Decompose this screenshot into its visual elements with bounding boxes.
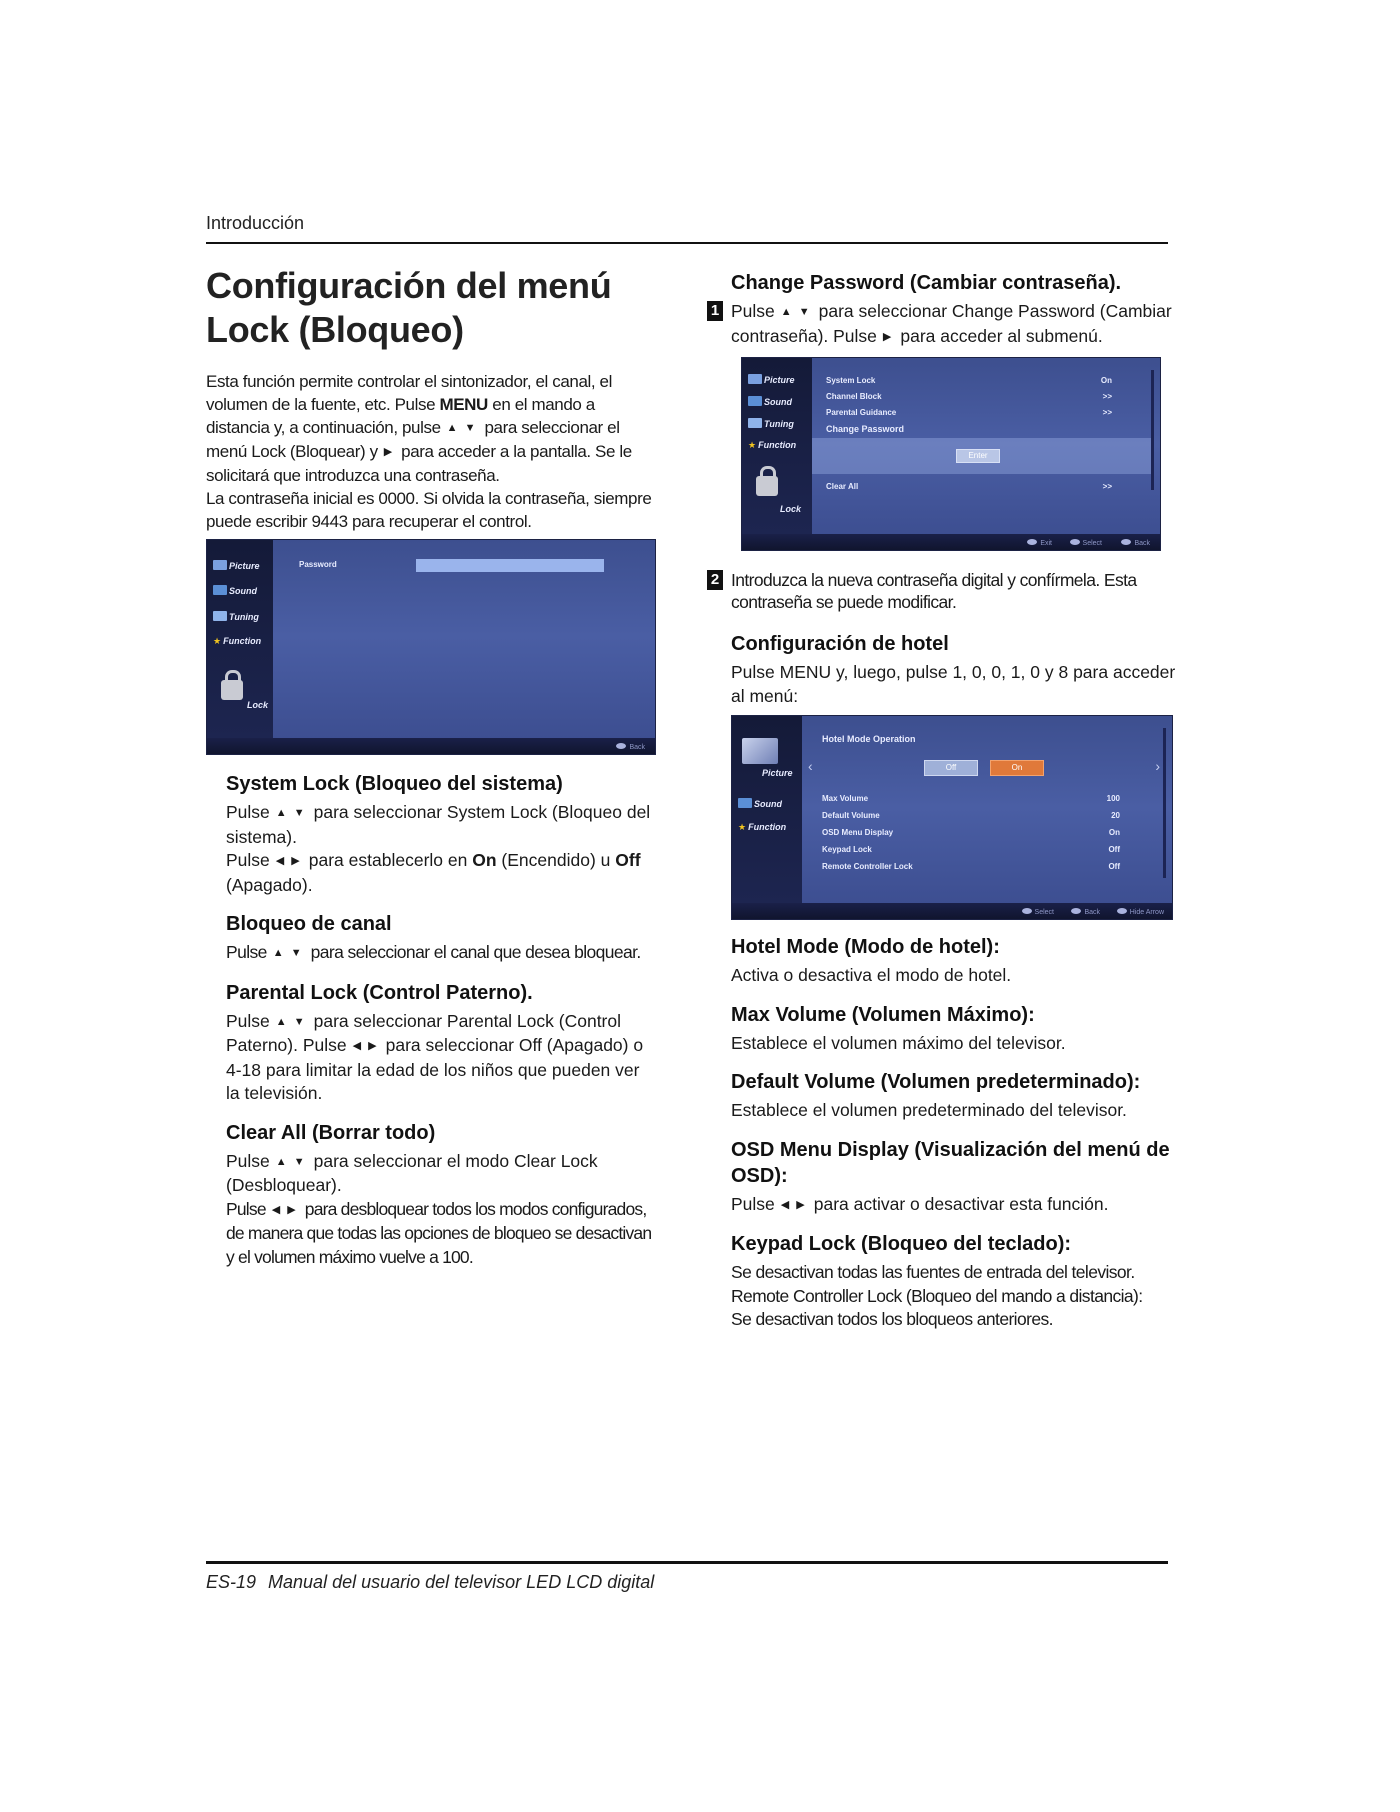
tv-menu-lock: Lock (247, 700, 269, 710)
lock-icon (221, 680, 243, 700)
enter-button: Enter (956, 449, 1000, 463)
tv-password-screenshot (206, 539, 656, 755)
up-down-arrows-icon: ▲ ▼ (275, 1015, 307, 1028)
section-header: Introducción (206, 213, 305, 233)
hide-arrow-hint: Hide Arrow (1117, 908, 1164, 916)
hotel-off-button: Off (924, 760, 978, 776)
up-down-arrows-icon: ▲ ▼ (780, 306, 812, 318)
tv-hotel-mode-screenshot: Picture Sound ★ Function Hotel Mode Operation ‹ › Off On Max Volume 100 Default Volume 20 OSD Menu Display On Keypad Lock Off Remote Controller Lock Off Select Back Hide Arrow (731, 715, 1173, 920)
page-title: Configuración del menú Lock (Bloqueo) (206, 265, 612, 350)
osd-menu-display-section: OSD Menu Display (Visualización del menú de OSD): Pulse ◀ ▶ para activar o desactivar esta función. (731, 1137, 1176, 1218)
hotel-setup-section: Configuración de hotel Pulse MENU y, luego, pulse 1, 0, 0, 1, 0 y 8 para acceder al menú: (731, 633, 1176, 706)
select-hint: Select (1070, 539, 1102, 547)
step-2: 2 Introduzca la nueva contraseña digital y confírmela. Esta contraseña se puede modificar. (731, 569, 1176, 613)
tv-bottom-bar (207, 738, 655, 754)
row-osd-menu-display: OSD Menu Display (822, 828, 894, 837)
tv-menu-tuning: Tuning (748, 418, 794, 429)
tv-lock-menu-screenshot: Picture Sound Tuning ★ Function Lock System Lock On Channel Block >> Parental Guidance >> Change Password Enter Clear All >> Exit Select Back (741, 357, 1161, 551)
row-remote-controller-lock: Remote Controller Lock (822, 862, 913, 871)
manual-title: Manual del usuario del televisor LED LCD digital (268, 1572, 655, 1592)
row-clear-all: Clear All (826, 482, 859, 491)
select-hint: Select (1022, 908, 1054, 916)
left-right-arrows-icon: ◀ ▶ (271, 1203, 298, 1216)
right-arrow-icon: ▶ (882, 330, 894, 343)
hotel-mode-header: Hotel Mode Operation (822, 734, 916, 744)
system-lock-section: System Lock (Bloqueo del sistema) Pulse ▲ ▼ para seleccionar System Lock (Bloqueo del sistema). Pulse ◀ ▶ para establecerlo en On (Encendido) u Off (Apagado). (226, 773, 651, 895)
back-hint: Back (1071, 908, 1100, 916)
chevron-left-icon: ‹ (808, 758, 813, 774)
hotel-mode-section: Hotel Mode (Modo de hotel): Activa o desactiva el modo de hotel. (731, 936, 1012, 985)
up-down-arrows-icon: ▲ ▼ (275, 1155, 307, 1168)
step-number-badge: 1 (707, 301, 723, 321)
left-right-arrows-icon: ◀ ▶ (275, 855, 302, 867)
left-column (206, 264, 656, 1269)
row-parental-guidance: Parental Guidance (826, 408, 897, 417)
password-field (416, 559, 604, 572)
up-down-arrows-icon: ▲ ▼ (275, 807, 307, 819)
tv-menu-picture: Picture (762, 768, 793, 778)
tv-bottom-bar (732, 903, 1172, 919)
tv-menu-picture: Picture (213, 560, 260, 571)
channel-lock-section: Bloqueo de canal Pulse ▲ ▼ para seleccionar el canal que desea bloquear. (226, 911, 656, 966)
intro-paragraph: Esta función permite controlar el sintonizador, el canal, el volumen de la fuente, etc. Pulse MENU en el mando a distancia y, a continuación, pulse ▲ ▼ para seleccionar el menú Lock (Bloquear) y ▶ para acceder a la pantalla. Se le solicitará que introduzca una contraseña. La contraseña inicial es 0000. Si olvida la contraseña, siempre puede escribir 9443 para recuperar el control. (206, 372, 652, 531)
tv-scrollbar (1151, 370, 1154, 490)
hotel-on-button: On (990, 760, 1044, 776)
chevron-right-icon: › (1155, 758, 1160, 774)
tv-scrollbar (1163, 728, 1166, 878)
row-max-volume: Max Volume (822, 794, 869, 803)
up-down-arrows-icon: ▲ ▼ (272, 947, 304, 959)
row-system-lock: System Lock (826, 376, 876, 385)
back-hint: Back (1121, 539, 1150, 547)
picture-thumbnail-icon (742, 738, 778, 764)
parental-lock-section: Parental Lock (Control Paterno). Pulse ▲ ▼ para seleccionar Parental Lock (Control Paterno). Pulse ◀ ▶ para seleccionar Off (Apagado) o 4-18 para limitar la edad de los niños que pueden ver la televisión. (226, 981, 644, 1103)
tv-menu-function: ★ Function (738, 822, 787, 832)
tv-menu-function: ★ Function (748, 440, 797, 450)
right-column (710, 270, 1176, 1332)
tv-menu-tuning: Tuning (213, 611, 259, 622)
tv-menu-sound: Sound (748, 396, 792, 407)
lock-icon (756, 476, 778, 496)
step-1: 1 Pulse ▲ ▼ para seleccionar Change Password (Cambiar contraseña). Pulse ▶ para acceder al submenú. (731, 300, 1176, 349)
tv-menu-sound: Sound (213, 585, 257, 596)
left-subsections (226, 771, 656, 1269)
tv-menu-sound: Sound (738, 798, 782, 809)
change-password-section: Change Password (Cambiar contraseña). 1 Pulse ▲ ▼ para seleccionar Change Password (Cambiar contraseña). Pulse ▶ para acceder al submenú. Picture Sound Tuning ★ Function Lock System Lock On Channel Block >> Parental Guidance >> Change Password Enter Clear All >> Exit Select Back 2 Introduzca la nueva contraseña digital y confírmela. Esta contraseña se puede modificar. (731, 270, 1176, 613)
tv-menu-function: ★ Function (213, 636, 262, 646)
step-number-badge: 2 (707, 570, 723, 590)
header-rule (206, 242, 1168, 244)
clear-all-section: Clear All (Borrar todo) Pulse ▲ ▼ para seleccionar el modo Clear Lock (Desbloquear). Pulse ◀ ▶ para desbloquear todos los modos configurados, de manera que todas las opciones de bloqueo se desactivan y el volumen máximo vuelve a 100. (226, 1121, 652, 1267)
row-change-password: Change Password (826, 424, 905, 434)
tv-menu-picture: Picture (748, 374, 795, 385)
row-channel-block: Channel Block (826, 392, 882, 401)
left-right-arrows-icon: ◀ ▶ (780, 1198, 807, 1211)
max-volume-section: Max Volume (Volumen Máximo): Establece el volumen máximo del televisor. (731, 1003, 1066, 1053)
exit-hint: Exit (1027, 539, 1052, 547)
page-footer (206, 1572, 654, 1593)
default-volume-section: Default Volume (Volumen predeterminado): Establece el volumen predeterminado del televisor. (731, 1071, 1141, 1120)
footer-rule (206, 1561, 1168, 1564)
keypad-lock-section: Keypad Lock (Bloqueo del teclado): Se desactivan todas las fuentes de entrada del televisor. Remote Controller Lock (Bloqueo del mando a distancia): Se desactivan todos los bloqueos anteriores. (731, 1233, 1143, 1329)
row-keypad-lock: Keypad Lock (822, 845, 872, 854)
back-hint: Back (616, 743, 645, 751)
password-label: Password (299, 560, 337, 569)
tv-menu-lock: Lock (780, 504, 802, 514)
row-default-volume: Default Volume (822, 811, 880, 820)
right-arrow-icon: ▶ (383, 446, 395, 458)
up-down-arrows-icon: ▲ ▼ (446, 422, 478, 434)
page-number: ES-19 (206, 1572, 257, 1592)
left-right-arrows-icon: ◀ ▶ (352, 1040, 379, 1052)
